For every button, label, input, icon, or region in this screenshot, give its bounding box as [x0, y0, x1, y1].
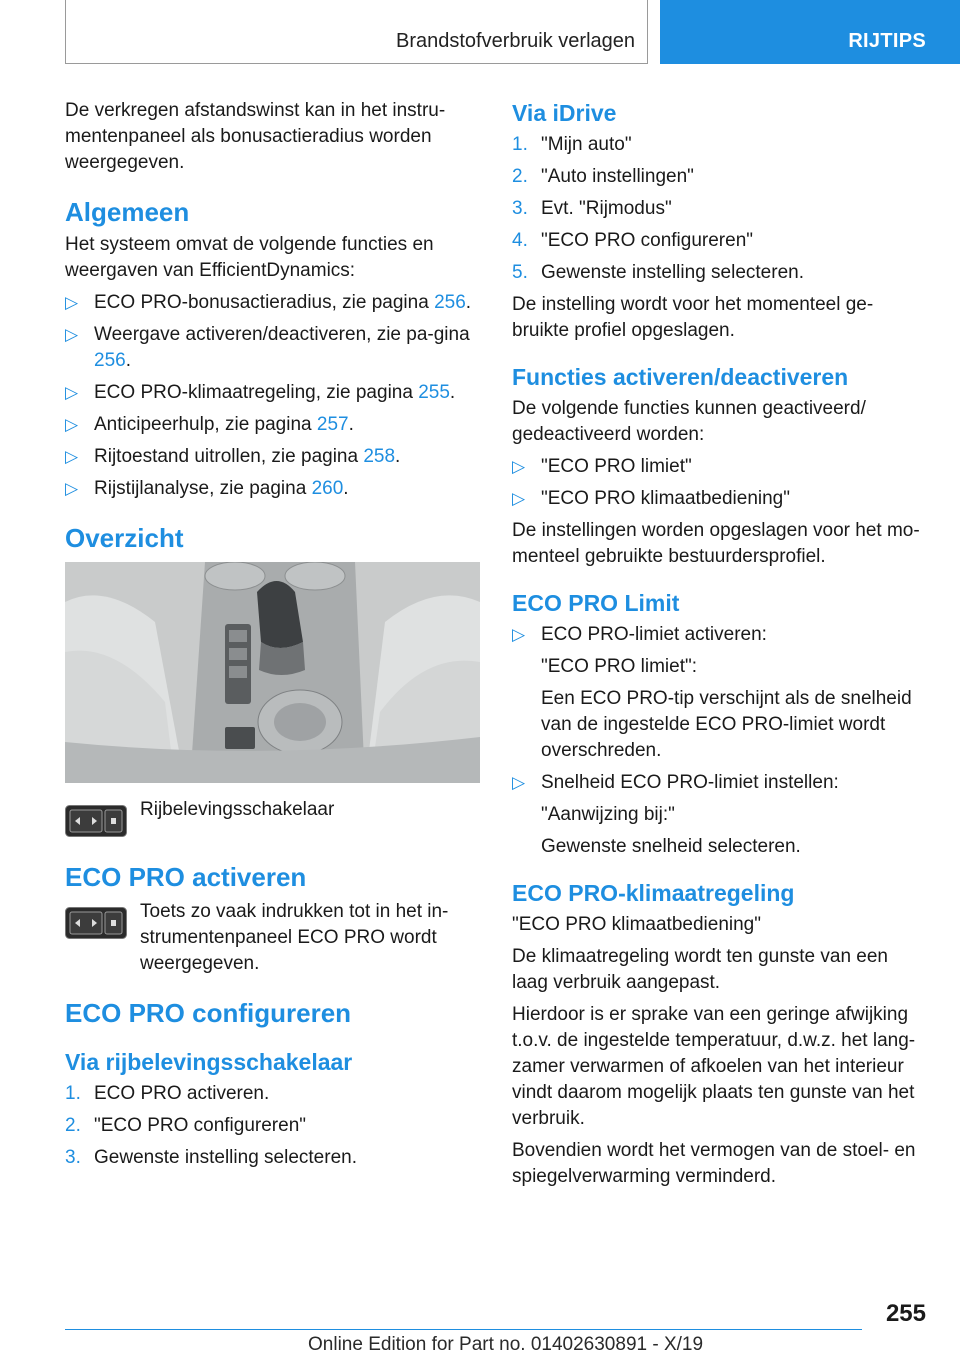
page-number: 255: [885, 1300, 926, 1327]
functies-text: De volgende functies kunnen geactiveerd/ gedeactiveerd worden:: [512, 398, 866, 445]
list-item: ▷ ECO PRO-bonusactieradius, zie pagina 256.: [65, 290, 480, 316]
list-item: ▷ Rijtoestand uitrollen, zie pagina 258.: [65, 444, 480, 470]
triangle-bullet-icon: ▷: [512, 773, 526, 792]
klimaat-p1: "ECO PRO klimaatbediening": [512, 914, 761, 935]
idrive-steps: [512, 132, 927, 286]
list-item: ▷ "ECO PRO limiet": [512, 454, 927, 480]
list-item: ▷ ECO PRO-limiet activeren: "ECO PRO limiet": Een ECO PRO-tip verschijnt als de snelheid van de ingestelde ECO PRO-limiet wordt overschreden.: [512, 624, 912, 761]
activate-text: Toets zo vaak indrukken tot in het in-strumentenpaneel ECO PRO wordt weergegeven.: [140, 901, 449, 974]
algemeen-text: Het systeem omvat de volgende functies en weergaven van EfficientDynamics:: [65, 234, 434, 281]
triangle-bullet-icon: ▷: [512, 625, 526, 644]
list-item: ▷ ECO PRO-klimaatregeling, zie pagina 255.: [65, 380, 480, 406]
page-link[interactable]: 258: [363, 446, 396, 467]
triangle-bullet-icon: ▷: [65, 293, 79, 312]
activate-row: [65, 899, 480, 977]
heading-eco-pro-configureren: ECO PRO configureren: [65, 998, 352, 1028]
footer-divider: [65, 1329, 862, 1330]
idrive-note: De instelling wordt voor het momenteel ge-bruikte profiel opgeslagen.: [512, 294, 874, 341]
triangle-bullet-icon: ▷: [65, 325, 79, 344]
page-link[interactable]: 256: [94, 350, 126, 371]
heading-via-idrive: Via iDrive: [512, 100, 617, 126]
list-item: 1. "Mijn auto": [512, 134, 632, 155]
heading-klimaat: ECO PRO-klimaatregeling: [512, 880, 795, 906]
header-section-tab[interactable]: [660, 0, 960, 64]
caption-row: [65, 797, 480, 841]
page-link[interactable]: 256: [434, 292, 466, 313]
header-title-box: [65, 0, 648, 64]
list-item: 3. Evt. "Rijmodus": [512, 198, 672, 219]
triangle-bullet-icon: ▷: [512, 457, 526, 476]
header-section-label: RIJTIPS: [848, 30, 926, 52]
switch-steps: [65, 1081, 480, 1171]
list-item: 4. "ECO PRO configureren": [512, 230, 754, 251]
list-item: ▷ "ECO PRO klimaatbediening": [512, 486, 927, 512]
header-title: Brandstofverbruik verlagen: [395, 30, 635, 52]
list-item: 2. "Auto instellingen": [512, 166, 694, 187]
klimaat-p4: Bovendien wordt het vermogen van de stoel- en spiegelverwarming verminderd.: [512, 1140, 916, 1187]
triangle-bullet-icon: ▷: [65, 415, 79, 434]
page-link[interactable]: 260: [311, 478, 344, 499]
list-item: 2. "ECO PRO configureren": [65, 1115, 307, 1136]
triangle-bullet-icon: ▷: [65, 383, 79, 402]
heading-via-switch: Via rijbelevingsschakelaar: [65, 1049, 353, 1075]
driving-experience-switch-icon: [65, 907, 127, 939]
edition-text: Online Edition for Part no. 01402630891 - X/19: [308, 1334, 704, 1355]
heading-algemeen: Algemeen: [65, 197, 190, 227]
center-console-photo: [65, 562, 480, 783]
heading-eco-pro-limit: ECO PRO Limit: [512, 590, 680, 616]
list-item: 5. Gewenste instelling selecteren.: [512, 262, 804, 283]
driving-experience-switch-icon: [65, 805, 127, 837]
functies-list: [512, 454, 927, 512]
limit-list: [512, 622, 927, 860]
list-item: ▷ Snelheid ECO PRO-limiet instellen: "Aanwijzing bij:" Gewenste snelheid selecteren.: [512, 772, 839, 857]
intro-text: De verkregen afstandswinst kan in het instru-mentenpaneel als bonusactieradius worden weergegeven.: [65, 100, 446, 173]
functies-note: De instellingen worden opgeslagen voor het mo-menteel gebruikte bestuurdersprofiel.: [512, 520, 920, 567]
triangle-bullet-icon: ▷: [65, 479, 79, 498]
list-item: ▷ Weergave activeren/deactiveren, zie pa-gina 256.: [65, 324, 470, 371]
heading-eco-pro-activeren: ECO PRO activeren: [65, 862, 307, 892]
image-caption: Rijbelevingsschakelaar: [140, 799, 335, 820]
functions-list: [65, 290, 480, 502]
page-link[interactable]: 257: [316, 414, 349, 435]
right-column: [512, 98, 927, 1196]
list-item: 1. ECO PRO activeren.: [65, 1083, 270, 1104]
heading-overzicht: Overzicht: [65, 523, 184, 553]
list-item: ▷ Rijstijlanalyse, zie pagina 260.: [65, 476, 480, 502]
klimaat-p2: De klimaatregeling wordt ten gunste van een laag verbruik aangepast.: [512, 946, 889, 993]
left-column: [65, 98, 480, 1177]
triangle-bullet-icon: ▷: [65, 447, 79, 466]
list-item: ▷ Anticipeerhulp, zie pagina 257.: [65, 412, 480, 438]
page-link[interactable]: 255: [418, 382, 450, 403]
triangle-bullet-icon: ▷: [512, 489, 526, 508]
heading-functies: Functies activeren/deactiveren: [512, 364, 849, 390]
list-item: 3. Gewenste instelling selecteren.: [65, 1147, 357, 1168]
klimaat-p3: Hierdoor is er sprake van een geringe afwijking t.o.v. de ingestelde temperatuur, d.w.z. het lang-zamer verwarmen of afkoelen van het interieur vindt daarom mogelijk plaats ten gunste van het verbruik.: [512, 1004, 916, 1129]
